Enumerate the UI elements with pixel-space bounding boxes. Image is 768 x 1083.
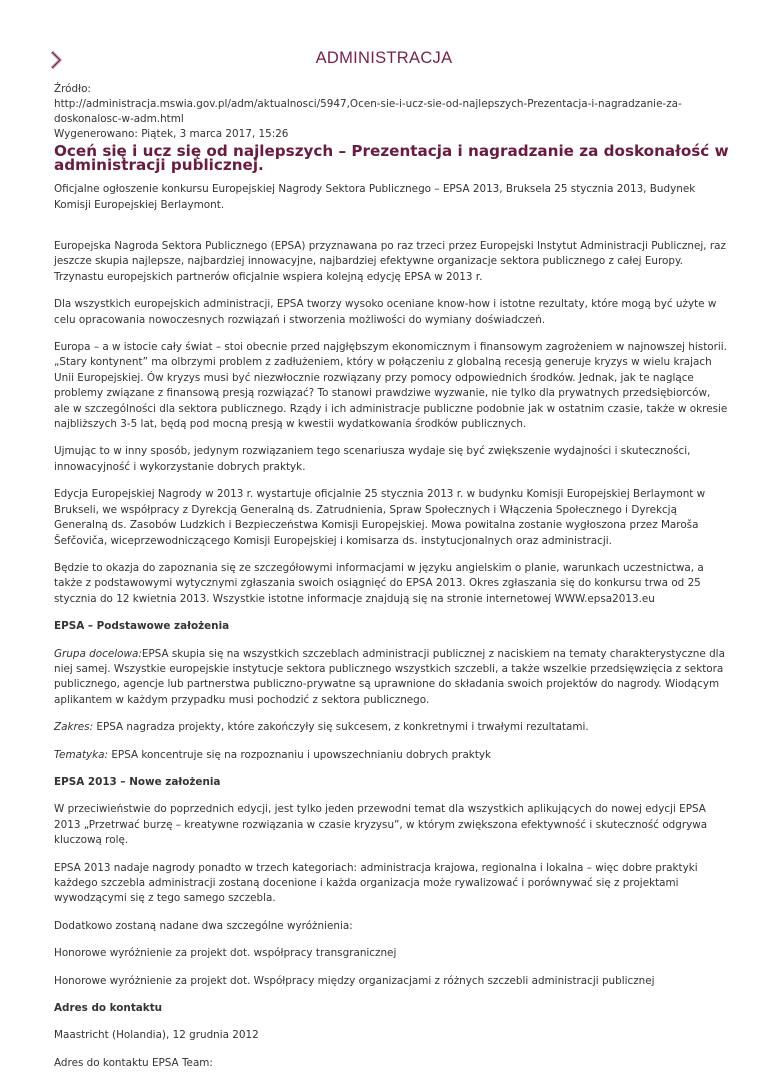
paragraph: Dla wszystkich europejskich administracji, EPSA tworzy wysoko oceniane know-how i istotne rezultaty, które mogą być użyte w celu opracowania nowoczesnych rozwiązań i stworzenia możliwości do wymiany doświadczeń. bbox=[54, 298, 717, 326]
term-label: Tematyka: bbox=[54, 748, 109, 761]
paragraph: Honorowe wyróżnienie za projekt dot. Współpracy między organizacjami z różnych szczebli administracji publicznej bbox=[54, 974, 655, 987]
paragraph: Adres do kontaktu EPSA Team: bbox=[54, 1056, 213, 1069]
site-header bbox=[0, 0, 768, 67]
term-text: EPSA nagradza projekty, które zakończyły się sukcesem, z konkretnymi i trwałymi rezultatami. bbox=[93, 721, 589, 734]
term-label: Zakres: bbox=[54, 721, 94, 734]
paragraph-target-group bbox=[54, 647, 729, 709]
paragraph-scope bbox=[54, 720, 729, 735]
generated-timestamp: Wygenerowano: Piątek, 3 marca 2017, 15:26 bbox=[54, 128, 289, 140]
paragraph: EPSA 2013 nadaje nagrody ponadto w trzech kategoriach: administracja krajowa, regionalna i lokalna – więc dobre praktyki każdego szczebla administracji zostaną docenione i każda organizacja może rywalizować i porównywać się z projektami wywodzącymi się z tego samego szczebla. bbox=[54, 861, 698, 905]
paragraph: Będzie to okazja do zapoznania się ze szczegółowymi informacjami w języku angielskim o planie, warunkach uczestnictwa, a także z podstawowymi wytycznymi zgłaszania swoich osiągnięć do EPSA 2013. Okres zgłaszania się do konkursu trwa od 25 stycznia do 12 kwietnia 2013. Wszystkie istotne informacje znajdują się na stronie internetowej WWW.epsa2013.eu bbox=[54, 561, 704, 605]
section-heading: EPSA 2013 – Nowe założenia bbox=[54, 775, 221, 788]
paragraph: Edycja Europejskiej Nagrody w 2013 r. wystartuje oficjalnie 25 stycznia 2013 r. w budynku Komisji Europejskiej Berlaymont w Brukseli, we współpracy z Dyrekcją Generalną ds. Zatrudnienia, Spraw Społecznych i Włączenia Społecznego i Dyrekcją Generalną ds. Zasobów Ludzkich i Bezpieczeństwa Komisji Europejskiej. Mowa powitalna zostanie wygłoszona przez Maroša Šefčoviča, wiceprzewodniczącego Komisji Europejskiej i komisarza ds. instytucjonalnych oraz administracji. bbox=[54, 488, 706, 547]
paragraph: Ujmując to w inny sposób, jedynym rozwiązaniem tego scenariusza wydaje się być zwiększenie wydajności i skuteczności, innowacyjność i wykorzystanie dobrych praktyk. bbox=[54, 445, 691, 473]
site-title[interactable]: ADMINISTRACJA bbox=[315, 49, 453, 67]
section-heading: Adres do kontaktu bbox=[54, 1002, 163, 1015]
paragraph: Dodatkowo zostaną nadane dwa szczególne wyróżnienia: bbox=[54, 919, 353, 932]
paragraph: Europa – a w istocie cały świat – stoi obecnie przed najgłębszym ekonomicznym i finansowym zagrożeniem w najnowszej historii. „Stary kontynent” ma olbrzymi problem z zadłużeniem, który w połączeniu z globalną recesją generuje kryzys w wielu krajach Unii Europejskiej. Ów kryzys musi być niezwłocznie rozwiązany przy pomocy odpowiednich środków. Jednak, jak te naglące problemy związane z finansową presją rozwiązać? To stanowi prawdziwe wyzwanie, nie tylko dla prywatnych przedsiębiorców, ale w szczególności dla sektora publicznego. Rządy i ich administracje publiczne podobnie jak w ostatnim czasie, także w okresie najbliższych 3-5 lat, będą pod mocną presją w kwestii wydatkowania środków publicznych. bbox=[54, 341, 728, 431]
paragraph-theme bbox=[54, 748, 729, 763]
source-meta bbox=[54, 82, 724, 142]
term-text: EPSA skupia się na wszystkich szczeblach administracji publicznej z naciskiem na tematy charakterystyczne dla niej samej. Wszystkie europejskie instytucje sektora publicznego wszystkich szczebli, a także wszelkie przedsięwzięcia z sektora publicznego, agencje lub partnerstwa publiczno-prywatne są uprawnione do składania swoich projektów do nagrody. Wiodącym aplikantem w każdym przypadku musi pochodzić z sektora publicznego. bbox=[54, 647, 725, 706]
paragraph: Europejska Nagroda Sektora Publicznego (EPSA) przyznawana po raz trzeci przez Europejski Instytut Administracji Publicznej, raz jeszcze skupia najlepsze, najbardziej innowacyjne, najbardziej efektywne organizacje sektora publicznego z całej Europy. Trzynastu europejskich partnerów oficjalnie wspiera kolejną edycję EPSA w 2013 r. bbox=[54, 240, 726, 283]
paragraph: W przeciwieństwie do poprzednich edycji, jest tylko jeden przewodni temat dla wszystkich aplikujących do nowej edycji EPSA 2013 „Przetrwać burzę – kreatywne rozwiązania w czasie kryzysu”, w którym zwiększona efektywność i skuteczność odgrywa kluczową rolę. bbox=[54, 803, 708, 847]
article-title: Oceń się i ucz się od najlepszych – Prezentacja i nagradzanie za doskonałość w administracji publicznej. bbox=[54, 142, 729, 174]
term-text: EPSA koncentruje się na rozpoznaniu i upowszechnianiu dobrych praktyk bbox=[108, 748, 492, 761]
term-label: Grupa docelowa: bbox=[54, 647, 142, 660]
article-body bbox=[54, 239, 729, 1083]
article-lead: Oficjalne ogłoszenie konkursu Europejskiej Nagrody Sektora Publicznego – EPSA 2013, Bruksela 25 stycznia 2013, Budynek Komisji Europejskiej Berlaymont. bbox=[54, 183, 696, 211]
section-heading: EPSA – Podstawowe założenia bbox=[54, 620, 230, 633]
paragraph: Maastricht (Holandia), 12 grudnia 2012 bbox=[54, 1029, 259, 1042]
source-url: http://administracja.mswia.gov.pl/adm/aktualnosci/5947,Ocen-sie-i-ucz-sie-od-najlepszych-Prezentacja-i-nagradzanie-za-doskonalosc-w-adm.html bbox=[54, 98, 682, 125]
source-label: Źródło: bbox=[54, 83, 91, 95]
paragraph: Honorowe wyróżnienie za projekt dot. współpracy transgranicznej bbox=[54, 947, 397, 960]
